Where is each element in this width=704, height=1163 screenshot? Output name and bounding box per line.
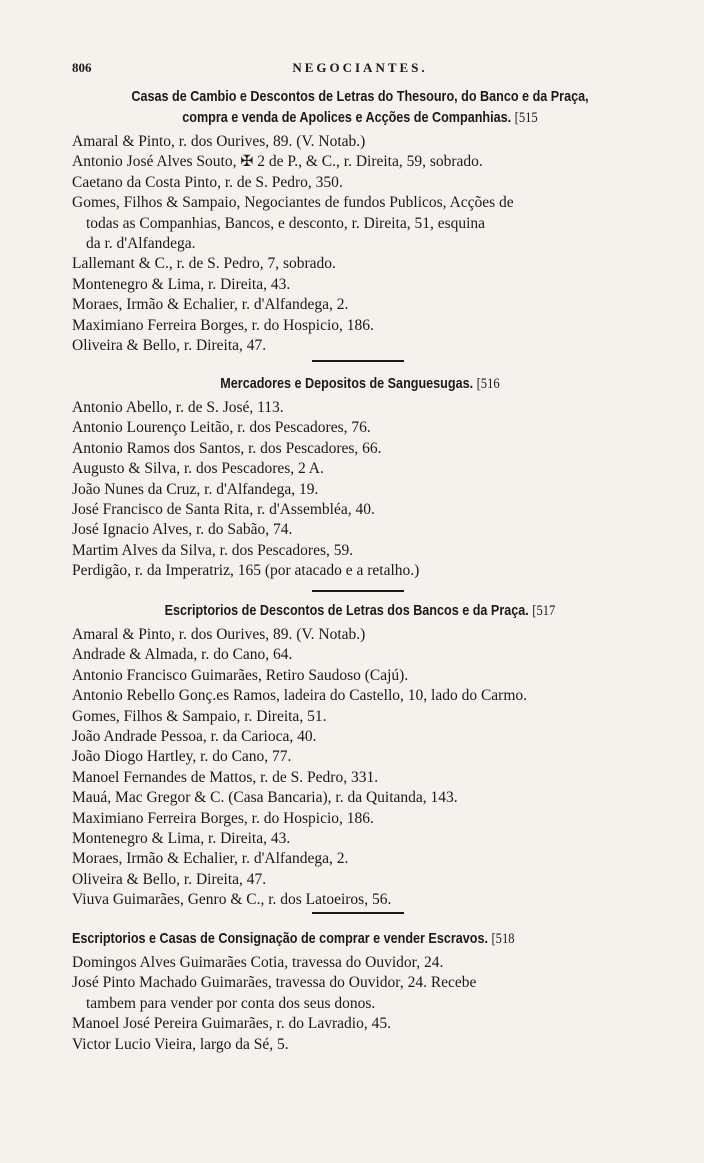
entry-text: Oliveira & Bello, r. Direita, 47. bbox=[72, 337, 267, 355]
directory-entry bbox=[72, 829, 648, 849]
entry-text: Augusto & Silva, r. dos Pescadores, 2 A. bbox=[72, 460, 324, 478]
section-title-line: compra e venda de Apolices e Acções de Companhias. bbox=[182, 109, 512, 126]
directory-entry bbox=[72, 520, 648, 540]
section-title-line: Escriptorios e Casas de Consignação de comprar e vender Escravos. bbox=[72, 930, 488, 947]
page-number: 806 bbox=[72, 60, 92, 75]
directory-entry bbox=[72, 973, 648, 1014]
section-number: [518 bbox=[491, 931, 515, 947]
directory-entry bbox=[72, 193, 648, 254]
entry-text: João Nunes da Cruz, r. d'Alfandega, 19. bbox=[72, 480, 319, 498]
entry-text: Manoel José Pereira Guimarães, r. do Lavradio, 45. bbox=[72, 1015, 391, 1033]
directory-entry bbox=[72, 870, 648, 890]
directory-entry bbox=[72, 132, 648, 152]
directory-entry bbox=[72, 459, 648, 479]
section-title bbox=[118, 86, 602, 107]
section-divider bbox=[312, 912, 404, 914]
section-title-line: Casas de Cambio e Descontos de Letras do Thesouro, do Banco e da Praça, bbox=[131, 88, 589, 105]
entry-text: Antonio Abello, r. de S. José, 113. bbox=[72, 399, 284, 416]
directory-entry bbox=[72, 809, 648, 829]
entry-text: Moraes, Irmão & Echalier, r. d'Alfandega, 2. bbox=[72, 296, 349, 314]
section-title-line: Escriptorios de Descontos de Letras dos Bancos e da Praça. bbox=[164, 602, 529, 619]
directory-entry bbox=[72, 645, 648, 665]
entry-text: Domingos Alves Guimarães Cotia, travessa do Ouvidor, 24. bbox=[72, 954, 444, 971]
entry-text: Antonio Ramos dos Santos, r. dos Pescadores, 66. bbox=[72, 439, 382, 457]
entry-text: Gomes, Filhos & Sampaio, Negociantes de fundos Publicos, Acções de bbox=[72, 194, 514, 212]
directory-entry bbox=[72, 439, 648, 459]
directory-entry bbox=[72, 254, 648, 274]
section-divider bbox=[312, 590, 404, 592]
directory-entry bbox=[72, 336, 648, 356]
directory-entry bbox=[72, 768, 648, 788]
section-515 bbox=[72, 86, 648, 356]
entry-text: Antonio José Alves Souto, ✠ 2 de P., & C., r. Direita, 59, sobrado. bbox=[72, 153, 483, 171]
section-516 bbox=[72, 373, 648, 582]
entry-text: Maximiano Ferreira Borges, r. do Hospicio, 186. bbox=[72, 316, 374, 334]
entry-text: Moraes, Irmão & Echalier, r. d'Alfandega, 2. bbox=[72, 850, 349, 868]
directory-entry bbox=[72, 295, 648, 315]
entry-text: João Andrade Pessoa, r. da Carioca, 40. bbox=[72, 728, 317, 746]
entry-list bbox=[72, 132, 648, 356]
section-517 bbox=[72, 600, 648, 911]
section-divider bbox=[312, 360, 404, 362]
entry-list bbox=[72, 398, 648, 582]
directory-entry bbox=[72, 398, 648, 418]
directory-entry bbox=[72, 152, 648, 172]
entry-list bbox=[72, 625, 648, 911]
entry-text: Gomes, Filhos & Sampaio, r. Direita, 51. bbox=[72, 707, 327, 725]
entry-text: Andrade & Almada, r. do Cano, 64. bbox=[72, 646, 293, 664]
directory-entry bbox=[72, 890, 648, 910]
directory-entry bbox=[72, 1035, 648, 1055]
entry-text: Amaral & Pinto, r. dos Ourives, 89. (V. Notab.) bbox=[72, 626, 366, 643]
directory-entry bbox=[72, 707, 648, 727]
directory-entry bbox=[72, 747, 648, 767]
entry-text: Maximiano Ferreira Borges, r. do Hospicio, 186. bbox=[72, 809, 374, 827]
directory-entry bbox=[72, 1014, 648, 1034]
entry-text: Perdigão, r. da Imperatriz, 165 (por atacado e a retalho.) bbox=[72, 562, 420, 580]
directory-entry bbox=[72, 316, 648, 336]
section-title bbox=[72, 928, 556, 950]
entry-continuation: da r. d'Alfandega. bbox=[86, 235, 196, 253]
entry-text: Viuva Guimarães, Genro & C., r. dos Latoeiros, 56. bbox=[72, 891, 392, 909]
entry-text: Montenegro & Lima, r. Direita, 43. bbox=[72, 830, 291, 848]
section-title-line: Mercadores e Depositos de Sanguesugas. bbox=[220, 375, 474, 392]
directory-entry bbox=[72, 849, 648, 869]
directory-entry bbox=[72, 173, 648, 193]
directory-entry bbox=[72, 666, 648, 686]
section-number: [515 bbox=[514, 110, 538, 126]
directory-entry bbox=[72, 500, 648, 520]
directory-entry bbox=[72, 561, 648, 581]
section-title bbox=[118, 373, 602, 395]
directory-entry bbox=[72, 686, 648, 706]
entry-text: José Pinto Machado Guimarães, travessa do Ouvidor, 24. Recebe bbox=[72, 974, 477, 992]
entry-text: Martim Alves da Silva, r. dos Pescadores, 59. bbox=[72, 541, 354, 559]
directory-entry bbox=[72, 953, 648, 973]
entry-text: Antonio Lourenço Leitão, r. dos Pescadores, 76. bbox=[72, 419, 371, 437]
entry-text: Oliveira & Bello, r. Direita, 47. bbox=[72, 870, 267, 888]
entry-text: Manoel Fernandes de Mattos, r. de S. Pedro, 331. bbox=[72, 768, 379, 786]
entry-text: Caetano da Costa Pinto, r. de S. Pedro, 350. bbox=[72, 173, 343, 191]
directory-entry bbox=[72, 275, 648, 295]
running-title: NEGOCIANTES. bbox=[292, 60, 428, 75]
directory-entry bbox=[72, 625, 648, 645]
entry-list bbox=[72, 953, 648, 1055]
section-number: [516 bbox=[476, 376, 500, 392]
entry-text: Mauá, Mac Gregor & C. (Casa Bancaria), r. da Quitanda, 143. bbox=[72, 789, 458, 807]
section-title-second bbox=[118, 107, 602, 129]
page-header bbox=[72, 60, 648, 80]
directory-entry bbox=[72, 788, 648, 808]
directory-entry bbox=[72, 480, 648, 500]
entry-continuation: tambem para vender por conta dos seus donos. bbox=[86, 994, 376, 1012]
entry-text: José Francisco de Santa Rita, r. d'Assembléa, 40. bbox=[72, 501, 375, 519]
directory-entry bbox=[72, 418, 648, 438]
entry-continuation: todas as Companhias, Bancos, e desconto, r. Direita, 51, esquina bbox=[86, 214, 486, 232]
entry-text: Amaral & Pinto, r. dos Ourives, 89. (V. Notab.) bbox=[72, 133, 366, 150]
entry-text: Montenegro & Lima, r. Direita, 43. bbox=[72, 275, 291, 293]
entry-text: Lallemant & C., r. de S. Pedro, 7, sobrado. bbox=[72, 255, 336, 273]
entry-text: Antonio Francisco Guimarães, Retiro Saudoso (Cajú). bbox=[72, 666, 409, 684]
section-title bbox=[118, 600, 602, 622]
directory-entry bbox=[72, 727, 648, 747]
entry-text: Antonio Rebello Gonç.es Ramos, ladeira do Castello, 10, lado do Carmo. bbox=[72, 687, 528, 705]
entry-text: João Diogo Hartley, r. do Cano, 77. bbox=[72, 748, 292, 766]
entry-text: Victor Lucio Vieira, largo da Sé, 5. bbox=[72, 1035, 289, 1053]
directory-entry bbox=[72, 541, 648, 561]
section-number: [517 bbox=[532, 603, 556, 619]
entry-text: José Ignacio Alves, r. do Sabão, 74. bbox=[72, 521, 293, 539]
section-518 bbox=[72, 928, 648, 1055]
